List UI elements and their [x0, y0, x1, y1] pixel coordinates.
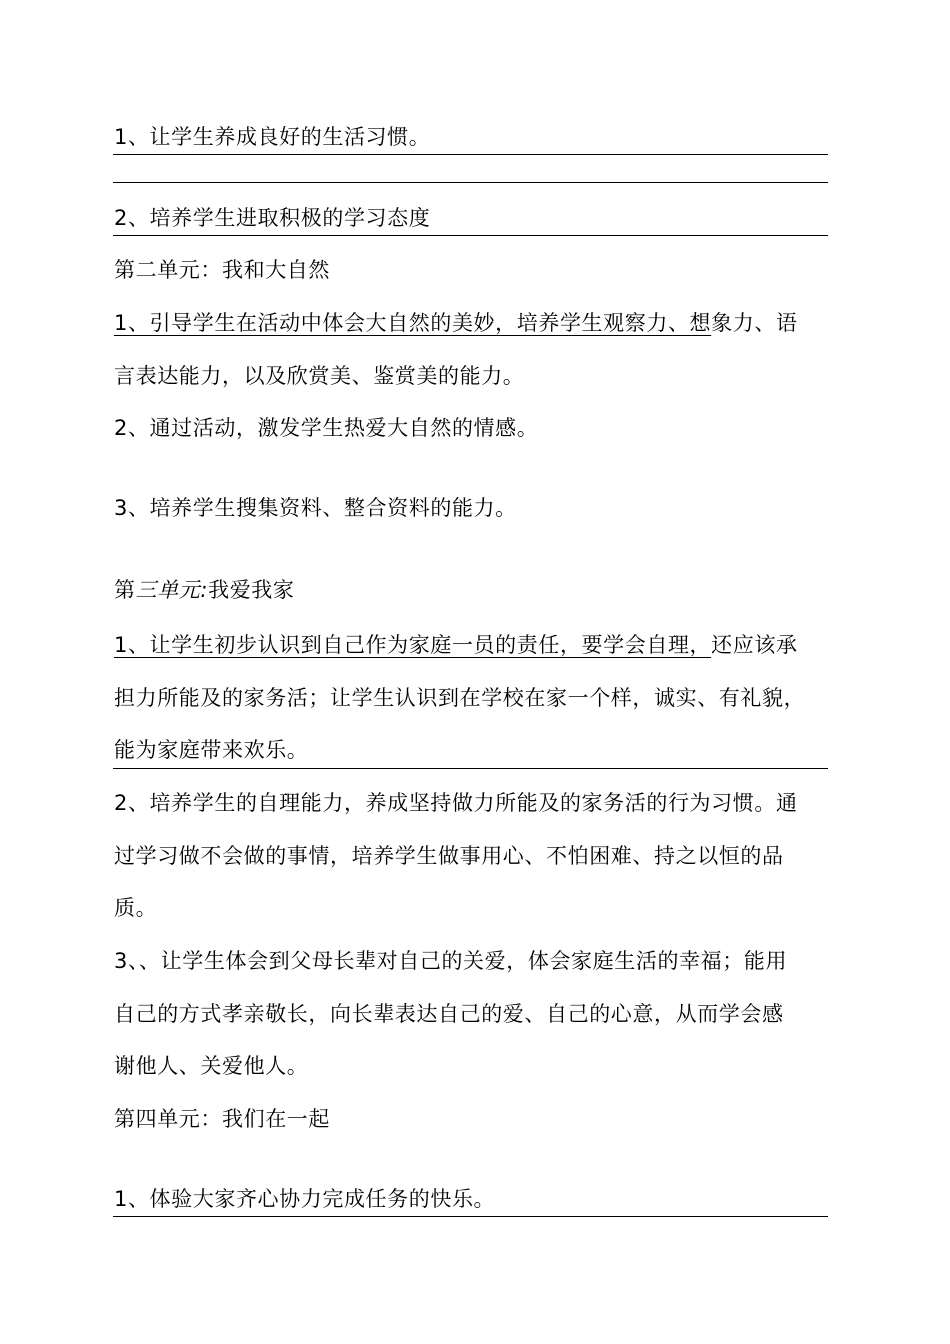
unit3-item2-line1: 2、培养学生的自理能力，养成坚持做力所能及的家务活的行为习惯。通: [114, 791, 798, 815]
plain-text: 象力、语: [711, 311, 798, 335]
unit2-item1-line2: 言表达能力，以及欣赏美、鉴赏美的能力。: [114, 364, 525, 388]
divider-rule: [113, 1216, 828, 1217]
unit2-title: 第二单元：我和大自然: [114, 258, 330, 282]
divider-rule: [113, 768, 828, 769]
unit3-item1-line3: 能为家庭带来欢乐。: [114, 738, 309, 762]
underlined-text: 1、引导学生在活动中体会大自然的美妙，培养学生观察力、想: [114, 311, 712, 335]
unit3-item3-line3: 谢他人、关爱他人。: [114, 1054, 309, 1078]
unit3-item1: [114, 631, 798, 659]
unit3-item3-line1: 3、、让学生体会到父母长辈对自己的关爱，体会家庭生活的幸福；能用: [114, 949, 788, 973]
unit3-title-italic: 三单元:: [135, 578, 209, 602]
unit2-item3: 3、培养学生搜集资料、整合资料的能力。: [114, 496, 517, 520]
divider-rule: [113, 182, 828, 183]
unit4-item1: 1、体验大家齐心协力完成任务的快乐。: [114, 1187, 496, 1211]
plain-text: 还应该承: [711, 633, 798, 657]
unit2-item2: 2、通过活动，激发学生热爱大自然的情感。: [114, 416, 539, 440]
divider-rule: [113, 154, 828, 155]
unit3-title: [114, 576, 295, 604]
unit3-item1-line2: 担力所能及的家务活；让学生认识到在学校在家一个样，诚实、有礼貌，: [114, 686, 806, 710]
unit3-item2-line3: 质。: [114, 896, 158, 920]
underlined-text: 1、让学生初步认识到自己作为家庭一员的责任，要学会自理，: [114, 633, 712, 657]
unit3-title-suffix: 我爱我家: [208, 578, 295, 602]
unit1-item1: 1、让学生养成良好的生活习惯。: [114, 125, 431, 149]
unit2-item1: [114, 309, 798, 337]
unit4-title: 第四单元：我们在一起: [114, 1107, 330, 1131]
unit1-item2: 2、培养学生进取积极的学习态度: [114, 206, 431, 230]
unit3-item2-line2: 过学习做不会做的事情，培养学生做事用心、不怕困难、持之以恒的品: [114, 844, 784, 868]
divider-rule: [113, 235, 828, 236]
unit3-item3-line2: 自己的方式孝亲敬长，向长辈表达自己的爱、自己的心意，从而学会感: [114, 1002, 784, 1026]
unit3-title-prefix: 第: [114, 578, 136, 602]
